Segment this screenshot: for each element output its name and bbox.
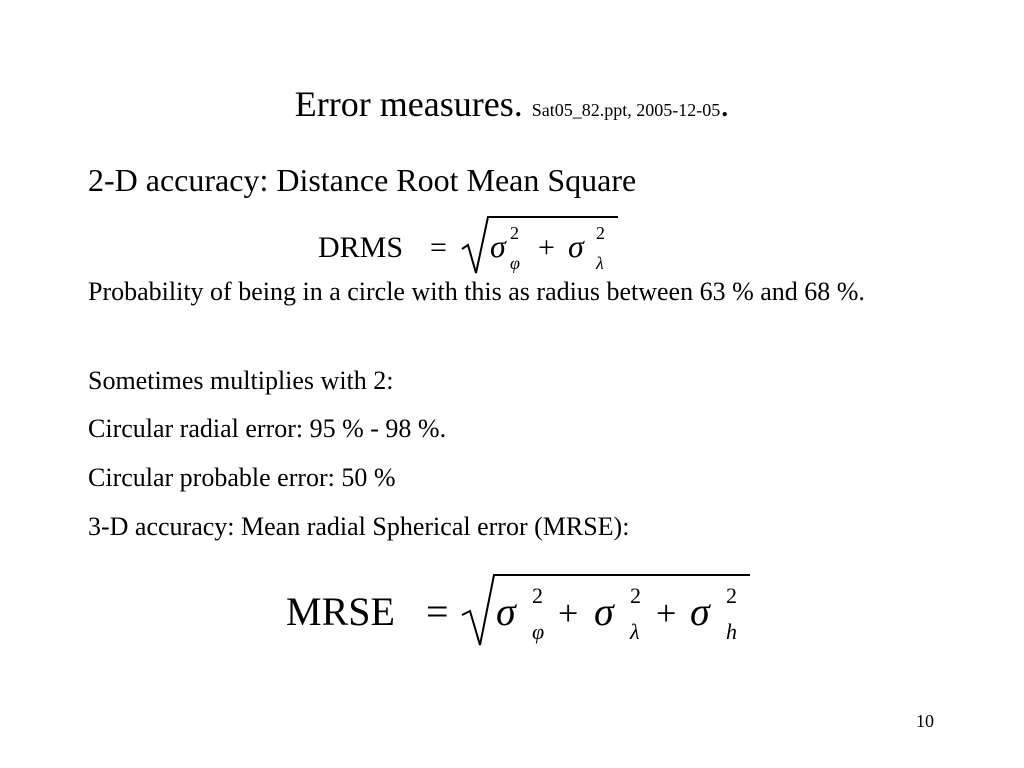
- page-number: 10: [916, 711, 934, 731]
- drms-sup-1: 2: [510, 223, 519, 243]
- drms-sub-1: φ: [510, 253, 520, 273]
- mrse-equals: =: [426, 589, 449, 634]
- drms-equals: =: [430, 231, 447, 264]
- drms-lhs: DRMS: [318, 231, 404, 264]
- drms-sigma-1: σ: [490, 228, 506, 264]
- mrse-sup-2: 2: [630, 583, 641, 608]
- title-period: .: [720, 84, 730, 124]
- mrse-sup-1: 2: [532, 583, 543, 608]
- drms-sup-2: 2: [596, 223, 605, 243]
- probability-text: Probability of being in a circle with this as radius between 63 % and 68 %.: [88, 277, 865, 306]
- mrse-lhs: MRSE: [286, 589, 395, 634]
- mrse-plus-1: +: [558, 593, 579, 633]
- slide-title: [0, 82, 1024, 132]
- mrse-sup-3: 2: [726, 583, 737, 608]
- mrse-sigma-2: σ: [594, 589, 614, 634]
- line-circular-radial-error: Circular radial error: 95 % - 98 %.: [88, 414, 447, 443]
- title-text: Error measures.: [294, 84, 523, 124]
- mrse-sigma-1: σ: [496, 589, 516, 634]
- mrse-sigma-3: σ: [690, 589, 710, 634]
- mrse-sub-2: λ: [630, 619, 640, 644]
- drms-sub-2: λ: [596, 253, 604, 273]
- mrse-formula: [280, 565, 760, 655]
- title-subtitle: Sat05_82.ppt, 2005-12-05: [531, 100, 721, 120]
- drms-plus: +: [538, 231, 555, 264]
- line-3d-accuracy: 3-D accuracy: Mean radial Spherical error (MRSE):: [88, 512, 630, 541]
- heading-2d-accuracy: 2-D accuracy: Distance Root Mean Square: [88, 162, 637, 198]
- mrse-plus-2: +: [656, 593, 677, 633]
- line-circular-probable-error: Circular probable error: 50 %: [88, 463, 396, 492]
- mrse-sub-1: φ: [532, 619, 545, 644]
- line-multiplies: Sometimes multiplies with 2:: [88, 366, 394, 395]
- mrse-sub-3: h: [726, 619, 737, 644]
- drms-sigma-2: σ: [568, 228, 584, 264]
